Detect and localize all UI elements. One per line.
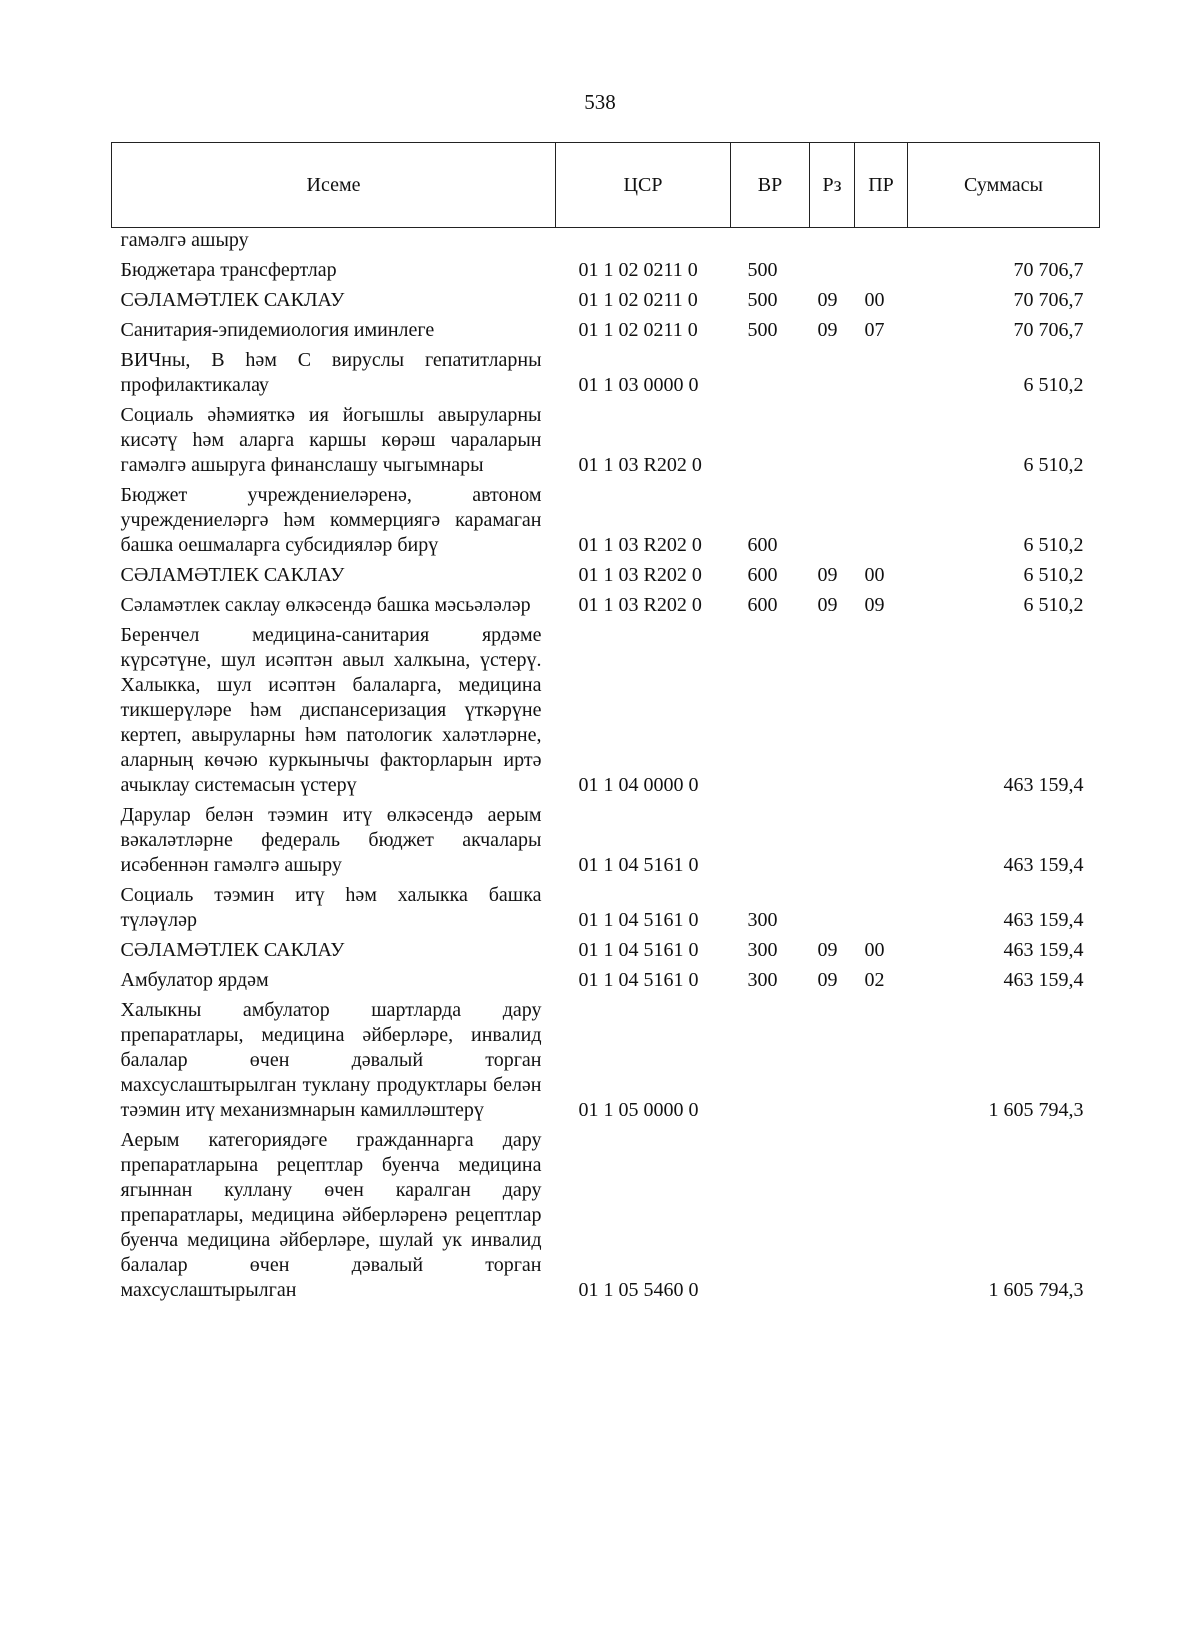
row-vr	[731, 798, 810, 878]
row-vr: 300	[747, 939, 778, 961]
header-vr: ВР	[731, 143, 810, 228]
row-name: гамәлгә ашыру	[120, 229, 249, 251]
row-name: Социаль әһәмияткә ия йогышлы авыруларны кисәтү һәм аларга каршы көрәш чараларын гамәлгә ашыруга финанслашу чыгымнары	[120, 404, 542, 476]
row-rz	[810, 878, 855, 933]
row-name: ВИЧны, В һәм С вируслы гепатитларны профилактикалау	[120, 349, 542, 396]
row-rz	[810, 228, 855, 254]
row-csr: 01 1 05 5460 0	[578, 1279, 699, 1301]
row-sum: 6 510,2	[1023, 454, 1084, 476]
row-name: Санитария-эпидемиология иминлеге	[120, 319, 435, 341]
header-row	[112, 143, 1100, 228]
row-csr: 01 1 03 0000 0	[578, 374, 699, 396]
row-rz: 09	[817, 319, 838, 341]
row-name: Беренчел медицина-санитария ярдәме күрсәтүне, шул исәптән авыл халкына, үстерү. Халыкка, шул исәптән балаларга, медицина тикшерүләре һәм диспансеризация үткәрүне кертеп, авыруларны һәм патологик халәтләрне, аларның көчәю куркынычы факторларын иртә ачыклау системасын үстерү	[120, 624, 542, 796]
row-pr: 00	[864, 289, 885, 311]
row-pr: 00	[864, 564, 885, 586]
row-name: Бюджет учреждениеләренә, автоном учреждениеләргә һәм коммерциягә карамаган башка оешмаларга субсидияләр бирү	[120, 484, 542, 556]
row-name: СӘЛАМӘТЛЕК САКЛАУ	[120, 939, 345, 961]
row-sum: 6 510,2	[1023, 594, 1084, 616]
header-sum: Суммасы	[908, 143, 1100, 228]
table-row	[112, 993, 1100, 1123]
table-row	[112, 618, 1100, 798]
row-sum: 1 605 794,3	[988, 1099, 1084, 1121]
row-vr: 300	[747, 969, 778, 991]
row-vr: 500	[747, 319, 778, 341]
row-vr: 500	[747, 289, 778, 311]
table-row	[112, 228, 1100, 254]
row-sum: 463 159,4	[1003, 969, 1084, 991]
row-pr	[855, 398, 908, 478]
row-csr: 01 1 03 R202 0	[578, 594, 702, 616]
row-name: СӘЛАМӘТЛЕК САКЛАУ	[120, 564, 345, 586]
row-pr	[855, 343, 908, 398]
row-pr	[855, 878, 908, 933]
table-row	[112, 343, 1100, 398]
row-csr: 01 1 03 R202 0	[578, 564, 702, 586]
row-sum: 1 605 794,3	[988, 1279, 1084, 1301]
row-pr: 07	[864, 319, 885, 341]
row-sum: 70 706,7	[1013, 319, 1084, 341]
row-csr: 01 1 03 R202 0	[578, 454, 702, 476]
row-vr: 300	[747, 909, 778, 931]
row-name: СӘЛАМӘТЛЕК САКЛАУ	[120, 289, 345, 311]
row-pr	[855, 1123, 908, 1303]
row-vr: 600	[747, 594, 778, 616]
row-sum: 6 510,2	[1023, 534, 1084, 556]
row-csr: 01 1 03 R202 0	[578, 534, 702, 556]
row-sum	[908, 228, 1100, 254]
row-rz: 09	[817, 939, 838, 961]
row-csr	[556, 228, 731, 254]
header-pr: ПР	[855, 143, 908, 228]
row-rz: 09	[817, 564, 838, 586]
budget-table	[111, 142, 1100, 1303]
header-csr: ЦСР	[556, 143, 731, 228]
row-pr	[855, 253, 908, 283]
row-vr	[731, 228, 810, 254]
table-row	[112, 253, 1100, 283]
row-vr	[731, 1123, 810, 1303]
row-name: Дарулар белән тәэмин итү өлкәсендә аерым вәкаләтләрне федераль бюджет акчалары исәбеннән гамәлгә ашыру	[120, 804, 542, 876]
row-csr: 01 1 02 0211 0	[578, 289, 698, 311]
row-rz: 09	[817, 594, 838, 616]
row-sum: 463 159,4	[1003, 774, 1084, 796]
row-rz	[810, 253, 855, 283]
row-pr: 00	[864, 939, 885, 961]
row-sum: 70 706,7	[1013, 259, 1084, 281]
table-row	[112, 398, 1100, 478]
row-rz	[810, 398, 855, 478]
row-sum: 463 159,4	[1003, 854, 1084, 876]
row-name: Аерым категориядәге гражданнарга дару препаратларына рецептлар буенча медицина ягыннан куллану өчен каралган дару препаратлары, медицина әйберләренә рецептлар буенча медицина әйберләре, шулай ук инвалид балалар өчен дәвалый торган махсуслаштырылган	[120, 1129, 542, 1301]
row-sum: 463 159,4	[1003, 939, 1084, 961]
table-row	[112, 1123, 1100, 1303]
row-csr: 01 1 04 5161 0	[578, 939, 699, 961]
row-name: Амбулатор ярдәм	[120, 969, 269, 991]
header-rz: Рз	[810, 143, 855, 228]
table-header	[112, 143, 1100, 228]
page-number: 538	[584, 90, 616, 114]
row-pr	[855, 618, 908, 798]
row-csr: 01 1 04 0000 0	[578, 774, 699, 796]
row-sum: 6 510,2	[1023, 564, 1084, 586]
row-rz: 09	[817, 289, 838, 311]
row-rz	[810, 1123, 855, 1303]
table-row	[112, 933, 1100, 963]
row-sum: 463 159,4	[1003, 909, 1084, 931]
table-row	[112, 798, 1100, 878]
table-row	[112, 963, 1100, 993]
row-sum: 70 706,7	[1013, 289, 1084, 311]
row-csr: 01 1 04 5161 0	[578, 909, 699, 931]
row-vr	[731, 993, 810, 1123]
row-pr	[855, 798, 908, 878]
table-row	[112, 478, 1100, 558]
row-name: Сәламәтлек саклау өлкәсендә башка мәсьәләләр	[120, 594, 531, 616]
table-body	[112, 228, 1100, 1304]
row-vr	[731, 343, 810, 398]
row-vr: 500	[747, 259, 778, 281]
row-csr: 01 1 04 5161 0	[578, 854, 699, 876]
table-row	[112, 878, 1100, 933]
row-vr: 600	[747, 534, 778, 556]
row-sum: 6 510,2	[1023, 374, 1084, 396]
row-vr: 600	[747, 564, 778, 586]
row-pr: 02	[864, 969, 885, 991]
row-name: Бюджетара трансфертлар	[120, 259, 337, 281]
row-csr: 01 1 05 0000 0	[578, 1099, 699, 1121]
row-pr	[855, 993, 908, 1123]
row-name: Социаль тәэмин итү һәм халыкка башка түләүләр	[120, 884, 542, 931]
table-row	[112, 558, 1100, 588]
row-name: Халыкны амбулатор шартларда дару препаратлары, медицина әйберләре, инвалид балалар өчен дәвалый торган махсуслаштырылган туклану продуктлары белән тәэмин итү механизмнарын камилләштерү	[120, 999, 542, 1121]
row-rz	[810, 478, 855, 558]
row-pr: 09	[864, 594, 885, 616]
table-row	[112, 283, 1100, 313]
row-pr	[855, 478, 908, 558]
row-vr	[731, 398, 810, 478]
row-csr: 01 1 02 0211 0	[578, 259, 698, 281]
row-rz	[810, 993, 855, 1123]
table-row	[112, 313, 1100, 343]
row-csr: 01 1 04 5161 0	[578, 969, 699, 991]
row-rz: 09	[817, 969, 838, 991]
row-vr	[731, 618, 810, 798]
row-pr	[855, 228, 908, 254]
row-rz	[810, 798, 855, 878]
row-rz	[810, 618, 855, 798]
row-csr: 01 1 02 0211 0	[578, 319, 698, 341]
row-rz	[810, 343, 855, 398]
header-name: Исеме	[112, 143, 556, 228]
table-row	[112, 588, 1100, 618]
